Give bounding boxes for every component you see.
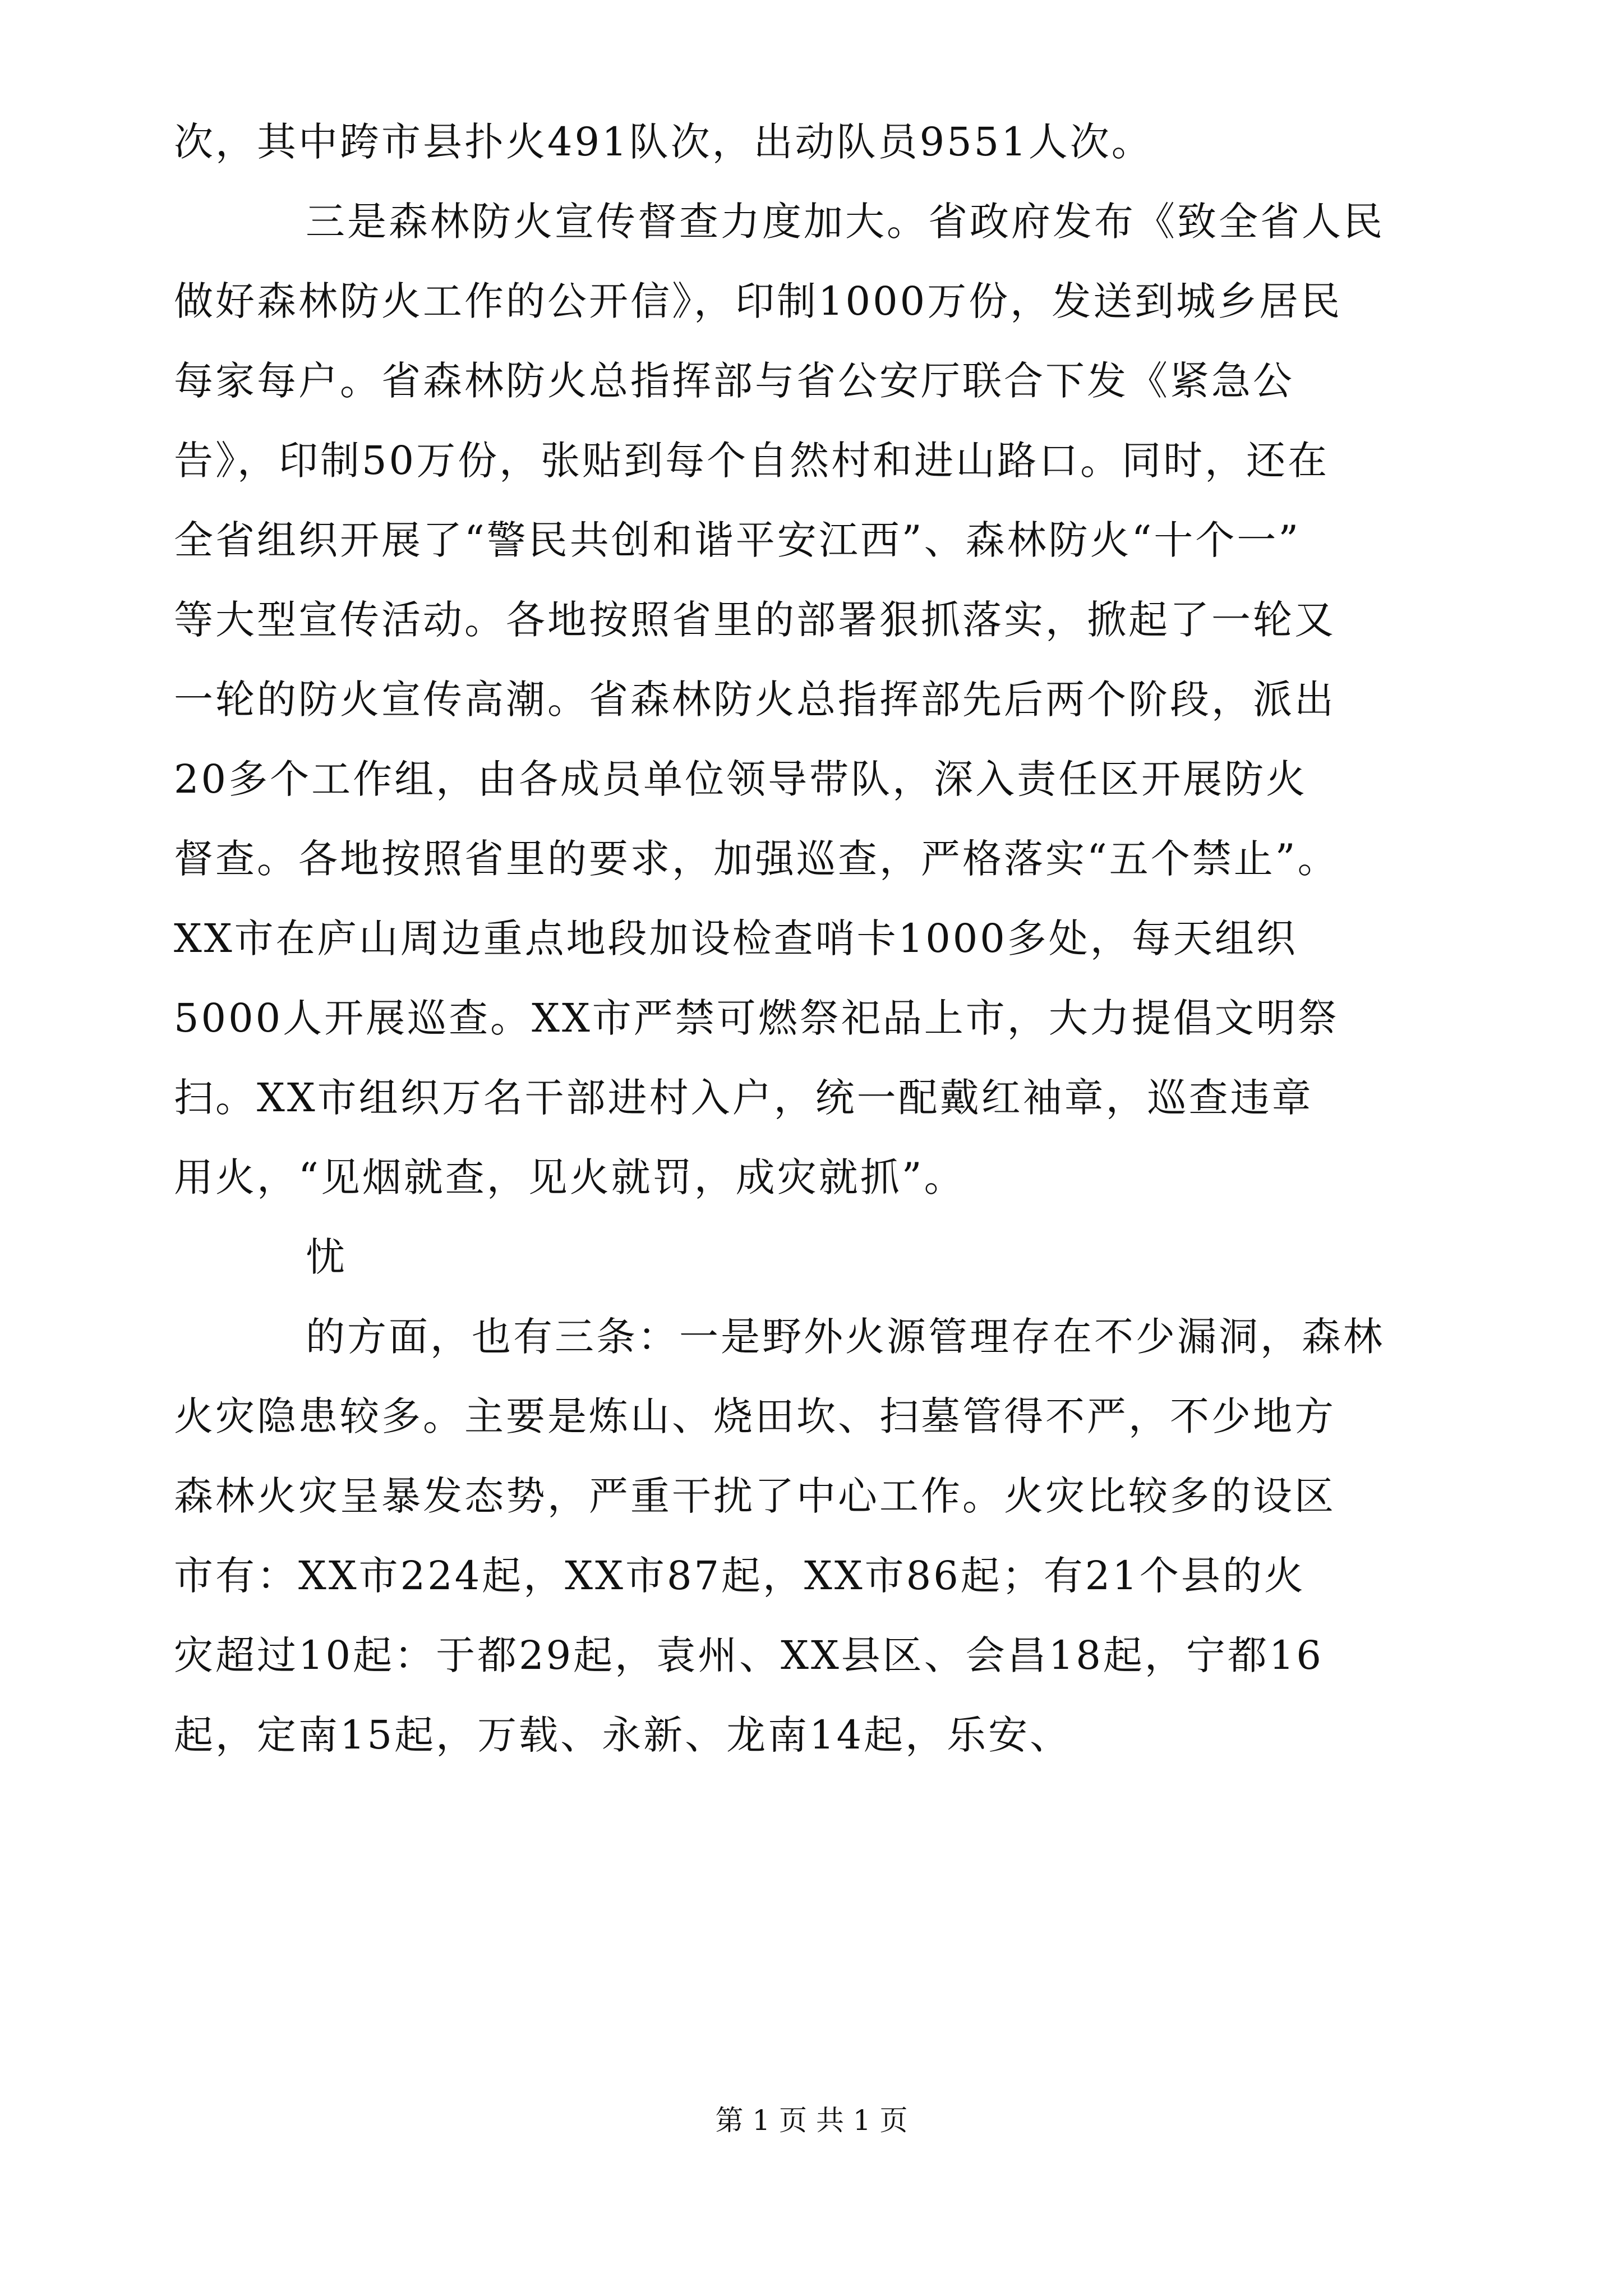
text-line: 20多个工作组，由各成员单位领导带队，深入责任区开展防火 — [174, 756, 1308, 802]
text-line: 火灾隐患较多。主要是炼山、烧田坎、扫墓管得不严，不少地方 — [174, 1393, 1336, 1439]
text-line: 次，其中跨市县扑火491队次，出动队员9551人次。 — [174, 119, 1153, 165]
text-line: 用火，“见烟就查，见火就罚，成灾就抓”。 — [174, 1154, 966, 1200]
text-line: 督查。各地按照省里的要求，加强巡查，严格落实“五个禁止”。 — [174, 836, 1339, 882]
text-line: 森林火灾呈暴发态势，严重干扰了中心工作。火灾比较多的设区 — [174, 1473, 1336, 1519]
text-line: 三是森林防火宣传督查力度加大。省政府发布《致全省人民 — [306, 199, 1385, 245]
page-footer: 第 1 页 共 1 页 — [715, 2104, 908, 2137]
text-line: 灾超过10起：于都29起，袁州、XX县区、会昌18起，宁都16 — [174, 1632, 1324, 1678]
text-line: 5000人开展巡查。XX市严禁可燃祭祀品上市，大力提倡文明祭 — [174, 995, 1339, 1041]
text-line: 忧 — [306, 1234, 347, 1280]
text-line: 起，定南15起，万载、永新、龙南14起，乐安、 — [174, 1712, 1072, 1758]
text-line: 扫。XX市组织万名干部进村入户，统一配戴红袖章，巡查违章 — [174, 1075, 1313, 1121]
text-line: 做好森林防火工作的公开信》，印制1000万份，发送到城乡居民 — [174, 278, 1343, 324]
text-line: XX市在庐山周边重点地段加设检查哨卡1000多处，每天组织 — [174, 915, 1298, 961]
text-line: 市有：XX市224起，XX市87起，XX市86起；有21个县的火 — [174, 1553, 1306, 1599]
text-line: 一轮的防火宣传高潮。省森林防火总指挥部先后两个阶段，派出 — [174, 677, 1336, 723]
text-line: 的方面，也有三条：一是野外火源管理存在不少漏洞，森林 — [306, 1314, 1385, 1360]
text-line: 等大型宣传活动。各地按照省里的部署狠抓落实，掀起了一轮又 — [174, 597, 1336, 643]
text-line: 告》，印制50万份，张贴到每个自然村和进山路口。同时，还在 — [174, 438, 1330, 484]
text-line: 全省组织开展了“警民共创和谐平安江西”、森林防火“十个一” — [174, 517, 1301, 563]
text-line: 每家每户。省森林防火总指挥部与省公安厅联合下发《紧急公 — [174, 358, 1294, 404]
